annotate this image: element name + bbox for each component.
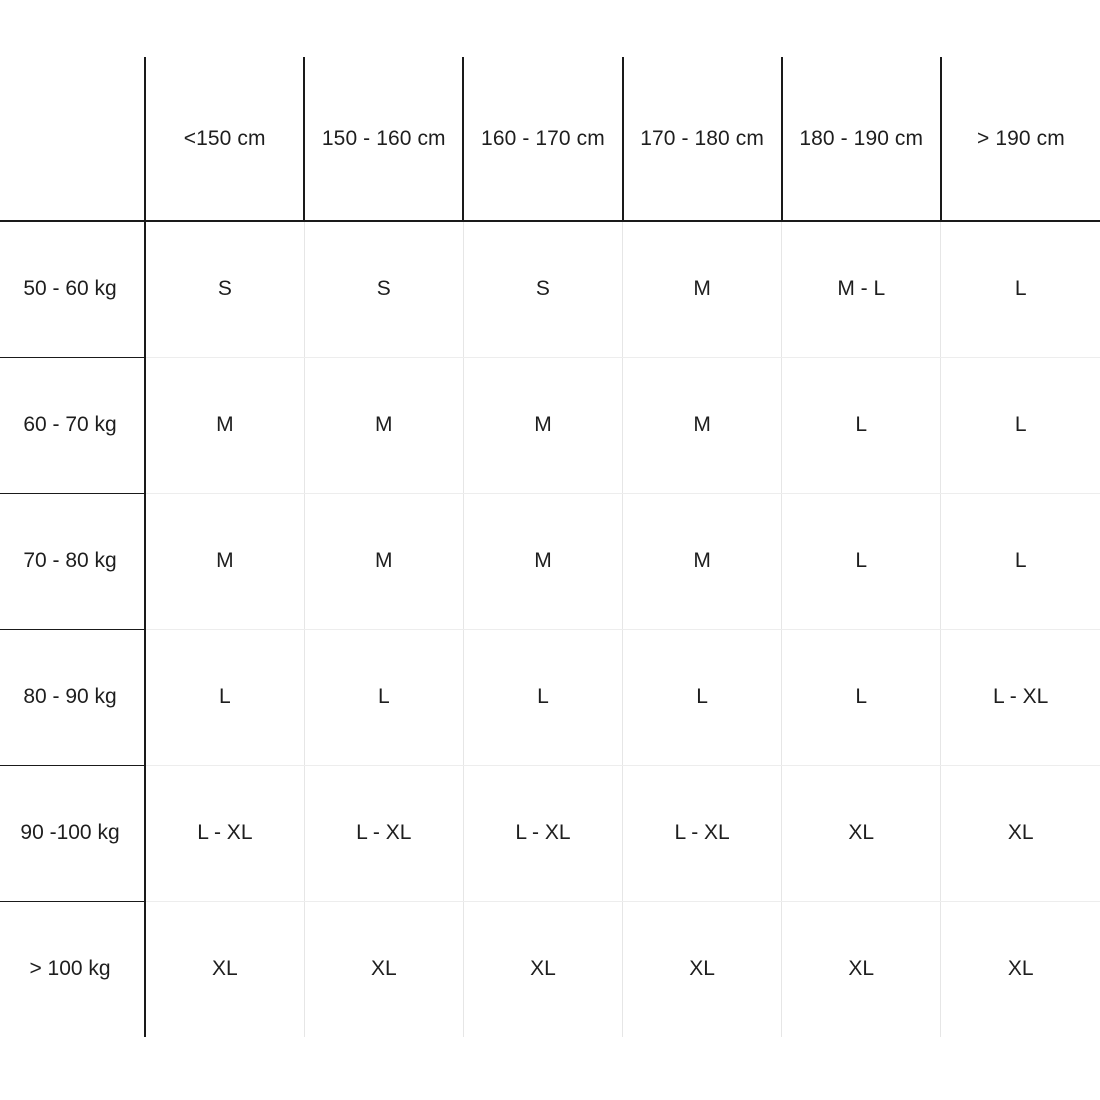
table-corner-cell <box>0 57 145 221</box>
cell-r6c6: XL <box>1007 957 1034 981</box>
cell-r1c1: S <box>145 221 304 357</box>
cell-r4c3: L <box>463 629 622 765</box>
column-header-height-1: <150 cm <box>145 57 304 221</box>
column-header-height-6: > 190 cm <box>941 57 1100 221</box>
table-row <box>0 493 1100 629</box>
cell-r4c1: L <box>145 629 304 765</box>
cell-r4c6: L - XL <box>941 629 1100 765</box>
table-row <box>0 629 1100 765</box>
cell-r2c2: M <box>304 357 463 493</box>
cell-r6c4: XL <box>623 901 782 1037</box>
row-header-weight-3: 70 - 80 kg <box>0 493 145 629</box>
cell-r3c5: L <box>782 493 941 629</box>
cell-r3c1: M <box>145 493 304 629</box>
table-row <box>0 357 1100 493</box>
cell-r3c2: M <box>304 493 463 629</box>
cell-r1c4: M <box>623 221 782 357</box>
table-row <box>0 901 1100 1037</box>
row-header-weight-2: 60 - 70 kg <box>0 357 145 493</box>
column-header-height-3: 160 - 170 cm <box>463 57 622 221</box>
cell-r4c2: L <box>304 629 463 765</box>
column-header-height-2: 150 - 160 cm <box>304 57 463 221</box>
column-header-height-4: 170 - 180 cm <box>623 57 782 221</box>
row-header-weight-6: > 100 kg <box>0 901 145 1037</box>
table-row <box>0 221 1100 357</box>
cell-r2c6: L <box>941 357 1100 493</box>
cell-r2c3: M <box>463 357 622 493</box>
row-header-weight-1: 50 - 60 kg <box>0 221 145 357</box>
row-header-weight-5: 90 -100 kg <box>0 765 145 901</box>
cell-r2c5: L <box>782 357 941 493</box>
size-recommendation-table <box>0 57 1100 1037</box>
cell-r6c5: XL <box>782 901 941 1037</box>
cell-r1c5: M - L <box>782 221 941 357</box>
cell-r5c6: XL <box>941 765 1100 901</box>
table-header-row <box>0 57 1100 221</box>
cell-r6c3: XL <box>463 901 622 1037</box>
cell-r6c2: XL <box>304 901 463 1037</box>
cell-r4c4: L <box>623 629 782 765</box>
row-header-weight-4: 80 - 90 kg <box>0 629 145 765</box>
cell-r1c6: L <box>941 221 1100 357</box>
table-row <box>0 765 1100 901</box>
cell-r5c5: XL <box>782 765 941 901</box>
cell-r2c4: M <box>623 357 782 493</box>
cell-r3c3: M <box>463 493 622 629</box>
cell-r5c1: L - XL <box>145 765 304 901</box>
column-header-height-5: 180 - 190 cm <box>782 57 941 221</box>
cell-r2c1: M <box>145 357 304 493</box>
cell-r5c3: L - XL <box>463 765 622 901</box>
cell-r4c5: L <box>782 629 941 765</box>
cell-r3c6: L <box>941 493 1100 629</box>
cell-r5c2: L - XL <box>304 765 463 901</box>
cell-r5c4: L - XL <box>623 765 782 901</box>
cell-r3c4: M <box>623 493 782 629</box>
cell-r1c2: S <box>304 221 463 357</box>
cell-r1c3: S <box>463 221 622 357</box>
cell-r6c1: XL <box>145 901 304 1037</box>
